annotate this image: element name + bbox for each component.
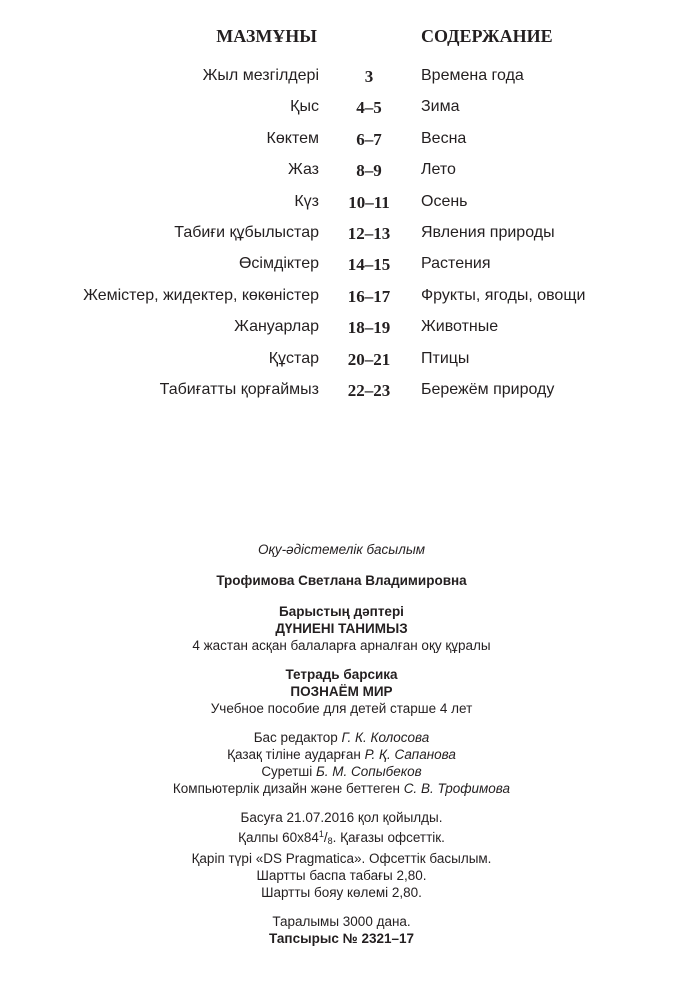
toc-title-ru: Зима — [421, 98, 460, 116]
toc-row — [0, 255, 683, 286]
toc-row — [0, 350, 683, 381]
toc-title-kk: Жаз — [287, 161, 319, 179]
toc-pages: 16–17 — [347, 286, 391, 306]
toc-pages: 20–21 — [347, 349, 391, 369]
toc-row — [0, 381, 683, 412]
format-prefix: Қалпы 60х84 — [238, 830, 319, 845]
toc-title-kk: Табиғатты қорғаймыз — [159, 380, 319, 398]
toc-title-ru: Явления природы — [421, 223, 555, 241]
toc-row — [0, 130, 683, 161]
toc-row — [0, 161, 683, 192]
toc-title-ru: Фрукты, ягоды, овощи — [421, 286, 586, 304]
toc-title-ru: Осень — [421, 192, 468, 210]
toc-title-kk: Көктем — [266, 129, 319, 147]
credit-name: Г. К. Колосова — [341, 730, 430, 745]
credit-line — [0, 763, 683, 780]
credit-label: Компьютерлік дизайн және беттеген — [172, 781, 404, 796]
toc-pages: 8–9 — [356, 161, 382, 181]
colophon — [0, 541, 683, 947]
credit-line — [0, 729, 683, 746]
toc-pages: 6–7 — [356, 129, 382, 149]
toc-title-ru: Времена года — [421, 67, 524, 84]
format-denominator: 8 — [327, 836, 333, 846]
toc-title-kk: Құстар — [268, 349, 319, 367]
signed-date: Басуға 21.07.2016 қол қойылды. — [240, 810, 443, 825]
edition-type: Оқу-әдістемелік басылым — [257, 542, 426, 557]
toc-pages: 10–11 — [348, 192, 390, 212]
toc-heading-kk: МАЗМҰНЫ — [216, 26, 317, 46]
series-title-ru: Тетрадь барсика — [285, 667, 398, 682]
toc-row — [0, 318, 683, 349]
toc-title-ru: Животные — [421, 318, 499, 336]
toc-list — [0, 67, 683, 412]
toc-title-kk: Табиғи құбылыстар — [174, 223, 319, 241]
toc-title-ru: Растения — [421, 255, 491, 273]
toc-pages: 3 — [364, 67, 374, 86]
font-info: Қаріп түрі «DS Pragmatica». Офсеттік басылым. — [191, 851, 492, 866]
toc-pages: 4–5 — [356, 98, 382, 118]
toc-pages: 22–23 — [347, 380, 391, 400]
order-number: Тапсырыс № 2321–17 — [269, 931, 414, 946]
toc-title-kk: Қыс — [290, 98, 319, 116]
toc-title-kk: Жыл мезгілдері — [202, 67, 319, 84]
credit-label: Бас редактор — [253, 730, 342, 745]
author-name: Трофимова Светлана Владимировна — [216, 573, 467, 588]
toc-row — [0, 287, 683, 318]
toc-pages: 18–19 — [347, 318, 391, 338]
toc-title-kk: Жануарлар — [234, 318, 319, 336]
credit-label: Суретші — [261, 764, 316, 779]
toc-title-ru: Весна — [421, 129, 467, 147]
credit-label: Қазақ тіліне аударған — [227, 747, 365, 762]
subtitle-ru: Учебное пособие для детей старше 4 лет — [210, 701, 473, 716]
toc-title-kk: Өсімдіктер — [238, 255, 319, 273]
paint-sheets: Шартты бояу көлемі 2,80. — [261, 885, 422, 900]
format-numerator: 1 — [318, 829, 324, 839]
toc-title-ru: Птицы — [421, 349, 470, 367]
toc-title-kk: Күз — [294, 192, 319, 210]
series-title-kk: Барыстың дәптері — [279, 604, 404, 619]
toc-title-ru: Лето — [421, 161, 456, 179]
toc-row — [0, 224, 683, 255]
subtitle-kk: 4 жастан асқан балаларға арналған оқу құралы — [192, 638, 491, 653]
toc-row — [0, 193, 683, 224]
toc-header — [0, 26, 683, 52]
print-sheets: Шартты баспа табағы 2,80. — [256, 868, 427, 883]
book-title-kk: ДҮНИЕНІ ТАНИМЫЗ — [275, 621, 408, 636]
paper-format — [0, 826, 683, 850]
credit-line — [0, 780, 683, 797]
format-slash: / — [323, 830, 328, 845]
book-title-ru: ПОЗНАЁМ МИР — [290, 684, 393, 699]
circulation: Таралымы 3000 дана. — [272, 914, 411, 929]
toc-row — [0, 67, 683, 98]
credit-name: С. В. Трофимова — [403, 781, 511, 796]
toc-pages: 12–13 — [347, 223, 391, 243]
format-suffix: . Қағазы офсеттік. — [332, 830, 445, 845]
toc-row — [0, 98, 683, 129]
credit-name: Р. Қ. Сапанова — [364, 747, 456, 762]
toc-pages: 14–15 — [347, 255, 391, 275]
toc-title-ru: Бережём природу — [421, 380, 555, 398]
toc-heading-ru: СОДЕРЖАНИЕ — [421, 26, 553, 46]
credit-name: Б. М. Сопыбеков — [316, 764, 422, 779]
toc-title-kk: Жемістер, жидектер, көкөністер — [83, 286, 319, 304]
credit-line — [0, 746, 683, 763]
